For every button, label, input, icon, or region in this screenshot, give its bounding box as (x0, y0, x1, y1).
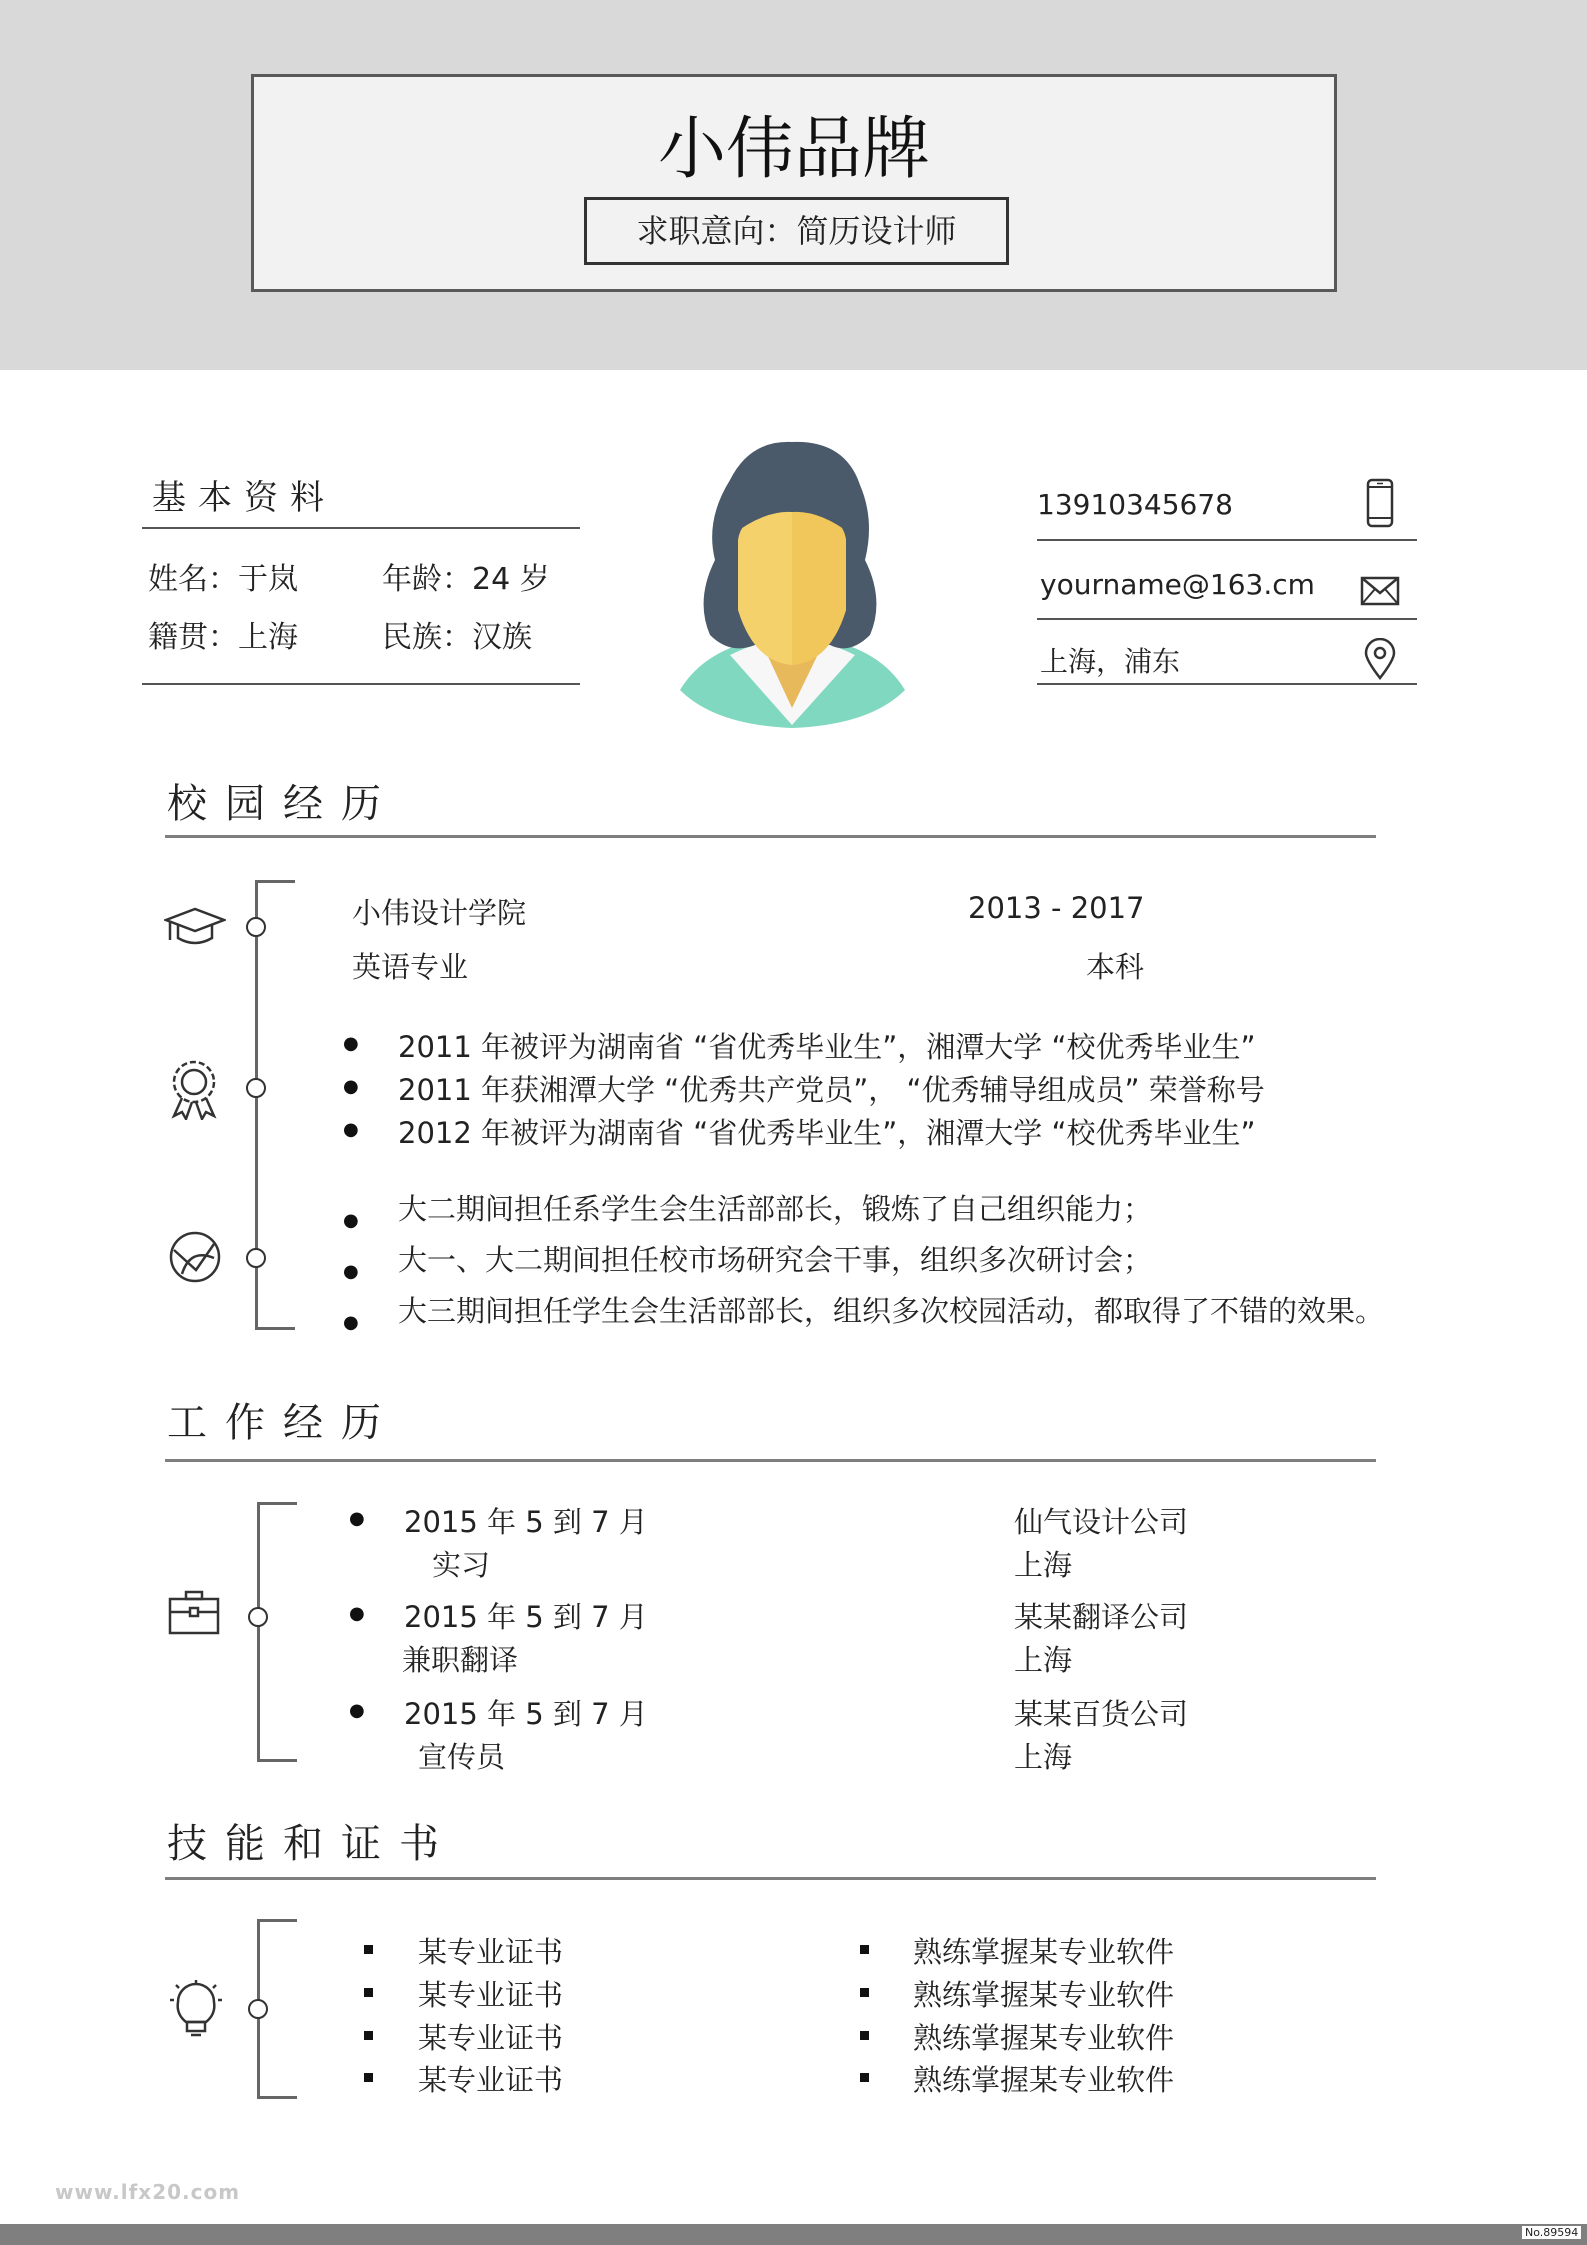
contact-address: 上海，浦东 (1040, 645, 1181, 678)
skills-section-title: 技能和证书 (167, 1821, 457, 1867)
award-item: 2011 年被评为湖南省 “省优秀毕业生”，湘潭大学 “校优秀毕业生” (398, 1030, 1256, 1064)
square-bullet (860, 2073, 869, 2082)
activity-item: 大三期间担任学生会生活部部长，组织多次校园活动，都取得了不错的效果。 (398, 1294, 1385, 1328)
skills-timeline-top (257, 1919, 297, 1922)
bullet: ● (349, 1508, 365, 1529)
square-bullet (860, 1988, 869, 1997)
school-name: 小伟设计学院 (352, 896, 527, 930)
cert-item: 某专业证书 (418, 2021, 564, 2055)
contact-phone: 13910345678 (1037, 488, 1233, 521)
campus-timeline-bottom (255, 1327, 295, 1330)
campus-timeline-top (255, 880, 295, 883)
job-role: 兼职翻译 (402, 1643, 519, 1677)
square-bullet (364, 2073, 373, 2082)
cert-item: 某专业证书 (418, 1978, 564, 2012)
square-bullet (364, 1988, 373, 1997)
bullet: ● (349, 1603, 365, 1624)
watermark: www.lfx20.com (55, 2180, 241, 2204)
job-city: 上海 (1014, 1548, 1073, 1582)
bullet: ● (343, 1210, 359, 1231)
work-timeline (257, 1502, 260, 1762)
briefcase-icon (168, 1590, 220, 1636)
avatar (670, 440, 915, 730)
timeline-dot (246, 1078, 266, 1098)
skills-timeline-bottom (257, 2096, 297, 2099)
job-company: 某某翻译公司 (1014, 1600, 1189, 1634)
basic-info-title: 基本资料 (152, 478, 336, 518)
contact-divider-1 (1037, 539, 1417, 541)
contact-divider-3 (1037, 683, 1417, 685)
software-item: 熟练掌握某专业软件 (913, 2063, 1175, 2097)
timeline-dot (248, 1607, 268, 1627)
job-intent: 求职意向：简历设计师 (584, 197, 1009, 265)
job-company: 仙气设计公司 (1014, 1505, 1189, 1539)
bullet: ● (343, 1312, 359, 1333)
job-city: 上海 (1014, 1740, 1073, 1774)
info-origin: 籍贯：上海 (148, 620, 298, 655)
timeline-dot (246, 917, 266, 937)
activity-icon (168, 1230, 222, 1284)
bullet: ● (349, 1700, 365, 1721)
lightbulb-icon (168, 1980, 224, 2040)
bullet: ● (343, 1261, 359, 1282)
job-period: 2015 年 5 到 7 月 (404, 1697, 648, 1731)
basic-info-bottom-divider (142, 683, 580, 685)
bullet: ● (343, 1033, 359, 1054)
basic-info-divider (142, 527, 580, 529)
campus-section-title: 校园经历 (167, 781, 399, 827)
job-role: 实习 (432, 1548, 491, 1582)
work-timeline-top (257, 1502, 297, 1505)
activity-item: 大二期间担任系学生会生活部部长，锻炼了自己组织能力； (398, 1192, 1153, 1226)
software-item: 熟练掌握某专业软件 (913, 2021, 1175, 2055)
info-age: 年龄：24 岁 (382, 562, 550, 597)
footer-band (0, 2224, 1587, 2245)
square-bullet (364, 2031, 373, 2040)
skills-section-divider (165, 1877, 1376, 1880)
major: 英语专业 (352, 950, 469, 984)
contact-email: yourname@163.cm (1040, 568, 1315, 601)
contact-divider-2 (1037, 618, 1417, 620)
job-city: 上海 (1014, 1643, 1073, 1677)
mail-icon (1360, 576, 1400, 606)
cert-item: 某专业证书 (418, 1935, 564, 1969)
bullet: ● (343, 1119, 359, 1140)
square-bullet (364, 1945, 373, 1954)
activity-item: 大一、大二期间担任校市场研究会干事，组织多次研讨会； (398, 1243, 1153, 1277)
cert-item: 某专业证书 (418, 2063, 564, 2097)
phone-icon (1366, 478, 1394, 528)
timeline-dot (246, 1248, 266, 1268)
award-item: 2012 年被评为湖南省 “省优秀毕业生”，湘潭大学 “校优秀毕业生” (398, 1116, 1256, 1150)
school-years: 2013 - 2017 (968, 891, 1145, 925)
job-role: 宣传员 (418, 1740, 506, 1774)
award-badge-icon (168, 1058, 220, 1120)
square-bullet (860, 1945, 869, 1954)
document-number: No.89594 (1522, 2226, 1581, 2239)
work-section-divider (165, 1459, 1376, 1462)
campus-section-divider (165, 835, 1376, 838)
title-box (251, 74, 1337, 292)
job-company: 某某百货公司 (1014, 1697, 1189, 1731)
job-period: 2015 年 5 到 7 月 (404, 1505, 648, 1539)
software-item: 熟练掌握某专业软件 (913, 1935, 1175, 1969)
job-period: 2015 年 5 到 7 月 (404, 1600, 648, 1634)
square-bullet (860, 2031, 869, 2040)
award-item: 2011 年获湘潭大学 “优秀共产党员”， “优秀辅导组成员” 荣誉称号 (398, 1073, 1265, 1107)
info-name: 姓名：于岚 (148, 562, 298, 597)
info-ethnicity: 民族：汉族 (382, 620, 532, 655)
graduation-cap-icon (164, 906, 226, 948)
timeline-dot (248, 1999, 268, 2019)
resume-name: 小伟品牌 (657, 110, 930, 189)
location-icon (1364, 638, 1396, 680)
degree: 本科 (1086, 950, 1145, 984)
bullet: ● (343, 1076, 359, 1097)
software-item: 熟练掌握某专业软件 (913, 1978, 1175, 2012)
work-timeline-bottom (257, 1759, 297, 1762)
work-section-title: 工作经历 (167, 1400, 399, 1446)
